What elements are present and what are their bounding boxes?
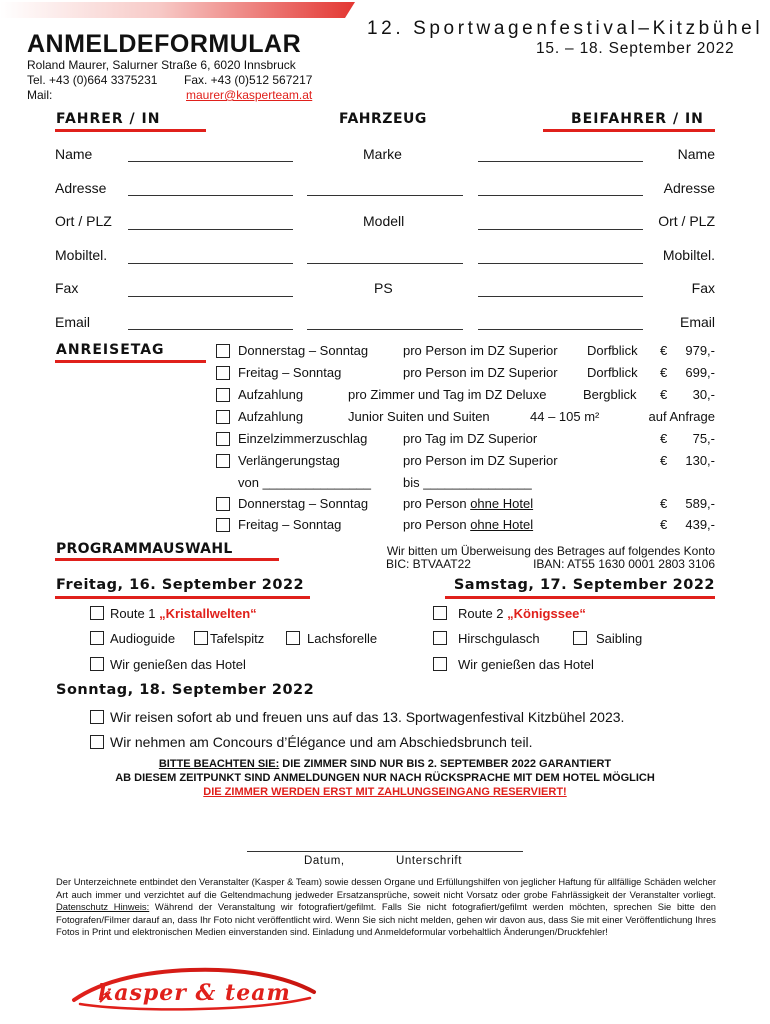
- contact-fax: Fax. +43 (0)512 567217: [184, 73, 313, 87]
- euro-symbol: €: [660, 453, 668, 468]
- vehicle-make-field[interactable]: [307, 195, 463, 196]
- codriver-fax-label: Fax: [691, 280, 715, 296]
- vehicle-model-field[interactable]: [307, 263, 463, 264]
- driver-address-field[interactable]: [128, 195, 293, 196]
- driver-fax-field[interactable]: [128, 296, 293, 297]
- arrival-option-label: Aufzahlung: [238, 409, 304, 424]
- arrival-option-checkbox[interactable]: [216, 432, 230, 446]
- driver-address-label: Adresse: [55, 180, 107, 196]
- arrival-option-cat: Dorfblick: [587, 365, 638, 380]
- section-underline: [55, 558, 279, 561]
- contact-tel: Tel. +43 (0)664 3375231: [27, 73, 158, 87]
- friday-hotel-label: Wir genießen das Hotel: [110, 657, 246, 672]
- section-program: PROGRAMMAUSWAHL: [56, 541, 233, 557]
- vehicle-ps-label: PS: [374, 280, 393, 296]
- driver-email-field[interactable]: [128, 329, 293, 330]
- event-dates: 15. – 18. September 2022: [536, 40, 735, 57]
- euro-symbol: €: [660, 431, 668, 446]
- friday-route-checkbox[interactable]: [90, 606, 104, 620]
- contact-mail-link[interactable]: maurer@kasperteam.at: [186, 88, 313, 102]
- friday-hotel-checkbox[interactable]: [90, 657, 104, 671]
- codriver-address-field[interactable]: [478, 195, 643, 196]
- saturday-route-checkbox[interactable]: [433, 606, 447, 620]
- arrival-option-price: 130,-: [685, 453, 715, 468]
- driver-name-field[interactable]: [128, 161, 293, 162]
- friday-title: Freitag, 16. September 2022: [56, 577, 305, 593]
- saturday-hirschgulasch-label: Hirschgulasch: [458, 631, 540, 646]
- section-vehicle: FAHRZEUG: [339, 111, 427, 127]
- driver-fax-label: Fax: [55, 280, 79, 296]
- friday-tafelspitz-checkbox[interactable]: [194, 631, 208, 645]
- arrival-option-price: 979,-: [685, 343, 715, 358]
- driver-city-label: Ort / PLZ: [55, 213, 112, 229]
- notice-line1: BITTE BEACHTEN SIE: DIE ZIMMER SIND NUR BIS 2. SEPTEMBER 2022 GARANTIERT: [158, 758, 612, 770]
- driver-email-label: Email: [55, 314, 91, 330]
- codriver-name-label: Name: [677, 146, 715, 162]
- arrival-option-cat: 44 – 105 m²: [530, 409, 600, 424]
- event-title: 12. Sportwagenfestival–Kitzbühel: [367, 18, 764, 39]
- section-underline: [55, 129, 206, 132]
- vehicle-ps-field[interactable]: [307, 329, 463, 330]
- friday-audioguide-label: Audioguide: [110, 631, 176, 646]
- codriver-name-field[interactable]: [478, 161, 643, 162]
- sunday-concours-label: Wir nehmen am Concours d’Élégance und am Abschiedsbrunch teil.: [110, 734, 533, 750]
- saturday-title: Samstag, 17. September 2022: [453, 577, 715, 593]
- payment-bic: BIC: BTVAAT22: [386, 557, 471, 571]
- arrival-option-checkbox[interactable]: [216, 344, 230, 358]
- arrival-option-price: 75,-: [692, 431, 715, 446]
- codriver-fax-field[interactable]: [478, 296, 643, 297]
- notice-line2: AB DIESEM ZEITPUNKT SIND ANMELDUNGEN NUR NACH RÜCKSPRACHE MIT DEM HOTEL MÖGLICH: [115, 772, 655, 784]
- section-codriver: BEIFAHRER / IN: [571, 111, 704, 127]
- signature-date-label: Datum,: [304, 855, 345, 867]
- contact-address: Roland Maurer, Salurner Straße 6, 6020 Innsbruck: [27, 58, 296, 72]
- saturday-hotel-checkbox[interactable]: [433, 657, 447, 671]
- extension-to-field[interactable]: bis _______________: [403, 475, 532, 490]
- arrival-option-desc: pro Zimmer und Tag im DZ Deluxe: [348, 387, 547, 402]
- codriver-city-field[interactable]: [478, 229, 643, 230]
- vehicle-make-label: Marke: [363, 146, 402, 162]
- arrival-option-cat: Dorfblick: [587, 343, 638, 358]
- saturday-hotel-label: Wir genießen das Hotel: [458, 657, 594, 672]
- nohotel-option-label: Freitag – Sonntag: [238, 517, 342, 532]
- friday-route-label: Route 1 „Kristallwelten“: [110, 606, 257, 621]
- friday-lachsforelle-label: Lachsforelle: [307, 631, 378, 646]
- nohotel-option-price: 439,-: [685, 517, 715, 532]
- euro-symbol: €: [660, 343, 668, 358]
- section-underline: [445, 596, 715, 599]
- codriver-address-label: Adresse: [663, 180, 715, 196]
- disclaimer-text: Der Unterzeichnete entbindet den Veranstalter (Kasper & Team) sowie dessen Organe und Erfüllungshilfen von jeglicher Haftung für allfällige Schäden welcher Art auch immer und verzichtet auf die Geltendmachung jedweder Ersatzansprüche, soweit nicht Vorsatz oder grobe Fahrlässigkeit der Veranstalter vorliegt. Datenschutz Hinweis: Während der Veranstaltung wir fotografiert/gefilmt. Falls Sie nicht fotografiert/gefilmt werden möchten, sprechen Sie bitte den Fotografen/Filmer darauf an, dass Ihr Foto nicht veröffentlicht wird. Wenn Sie sich nicht melden, gehen wir davon aus, dass Sie mit einer Veröffentlichung Ihres Fotos in Print und elektronischen Medien einverstanden sind. Einladung und Anmeldeformular vorbehaltlich Änderungen/Druckfehler!: [56, 876, 716, 938]
- arrival-option-label: Aufzahlung: [238, 387, 304, 402]
- section-underline: [55, 596, 310, 599]
- form-title: ANMELDEFORMULAR: [27, 30, 302, 58]
- sunday-depart-label: Wir reisen sofort ab und freuen uns auf das 13. Sportwagenfestival Kitzbühel 2023.: [110, 709, 625, 725]
- driver-city-field[interactable]: [128, 229, 293, 230]
- sunday-title: Sonntag, 18. September 2022: [56, 682, 315, 698]
- arrival-option-checkbox[interactable]: [216, 366, 230, 380]
- codriver-email-field[interactable]: [478, 329, 643, 330]
- codriver-mobile-label: Mobiltel.: [662, 247, 715, 263]
- sunday-depart-checkbox[interactable]: [90, 710, 104, 724]
- friday-audioguide-checkbox[interactable]: [90, 631, 104, 645]
- section-underline: [543, 129, 715, 132]
- saturday-saibling-label: Saibling: [596, 631, 643, 646]
- arrival-option-price: 30,-: [692, 387, 715, 402]
- euro-symbol: €: [660, 365, 668, 380]
- arrival-option-price: auf Anfrage: [648, 409, 715, 424]
- payment-note: Wir bitten um Überweisung des Betrages auf folgendes Konto: [386, 544, 715, 558]
- arrival-option-desc: pro Person im DZ Superior: [403, 365, 558, 380]
- contact-mail-label: Mail:: [27, 88, 53, 102]
- friday-lachsforelle-checkbox[interactable]: [286, 631, 300, 645]
- codriver-mobile-field[interactable]: [478, 263, 643, 264]
- nohotel-option-label: Donnerstag – Sonntag: [238, 496, 369, 511]
- nohotel-option-desc: pro Person ohne Hotel: [403, 517, 534, 532]
- sunday-concours-checkbox[interactable]: [90, 735, 104, 749]
- arrival-option-desc: Junior Suiten und Suiten: [348, 409, 490, 424]
- vehicle-model-label: Modell: [363, 213, 405, 229]
- driver-name-label: Name: [55, 146, 93, 162]
- euro-symbol: €: [660, 387, 668, 402]
- notice-line3: DIE ZIMMER WERDEN ERST MIT ZAHLUNGSEINGANG RESERVIERT!: [203, 786, 567, 798]
- signature-line[interactable]: [247, 851, 523, 852]
- arrival-option-label: Donnerstag – Sonntag: [238, 343, 369, 358]
- nohotel-option-desc: pro Person ohne Hotel: [403, 496, 534, 511]
- section-driver: FAHRER / IN: [56, 111, 161, 127]
- arrival-option-label: Einzelzimmerzuschlag: [238, 431, 368, 446]
- euro-symbol: €: [660, 496, 668, 511]
- nohotel-option-checkbox[interactable]: [216, 497, 230, 511]
- payment-iban: IBAN: AT55 1630 0001 2803 3106: [533, 557, 715, 571]
- arrival-option-checkbox[interactable]: [216, 410, 230, 424]
- saturday-hirschgulasch-checkbox[interactable]: [433, 631, 447, 645]
- euro-symbol: €: [660, 517, 668, 532]
- saturday-saibling-checkbox[interactable]: [573, 631, 587, 645]
- driver-mobile-label: Mobiltel.: [55, 247, 108, 263]
- kasper-team-logo: [70, 962, 320, 1014]
- arrival-option-desc: pro Tag im DZ Superior: [403, 431, 538, 446]
- nohotel-option-checkbox[interactable]: [216, 518, 230, 532]
- saturday-route-label: Route 2 „Königssee“: [458, 606, 586, 621]
- section-underline: [55, 360, 206, 363]
- codriver-city-label: Ort / PLZ: [658, 213, 715, 229]
- arrival-option-checkbox[interactable]: [216, 454, 230, 468]
- nohotel-option-price: 589,-: [685, 496, 715, 511]
- arrival-option-desc: pro Person im DZ Superior: [403, 453, 558, 468]
- arrival-option-label: Verlängerungstag: [238, 453, 340, 468]
- arrival-option-price: 699,-: [685, 365, 715, 380]
- arrival-option-label: Freitag – Sonntag: [238, 365, 342, 380]
- driver-mobile-field[interactable]: [128, 263, 293, 264]
- signature-sign-label: Unterschrift: [396, 855, 462, 867]
- extension-from-field[interactable]: von _______________: [238, 475, 372, 490]
- arrival-option-desc: pro Person im DZ Superior: [403, 343, 558, 358]
- arrival-option-checkbox[interactable]: [216, 388, 230, 402]
- section-arrival: ANREISETAG: [56, 342, 165, 358]
- arrival-option-cat: Bergblick: [583, 387, 637, 402]
- logo-text: kasper & team: [98, 980, 291, 1006]
- friday-tafelspitz-label: Tafelspitz: [210, 631, 265, 646]
- codriver-email-label: Email: [679, 314, 715, 330]
